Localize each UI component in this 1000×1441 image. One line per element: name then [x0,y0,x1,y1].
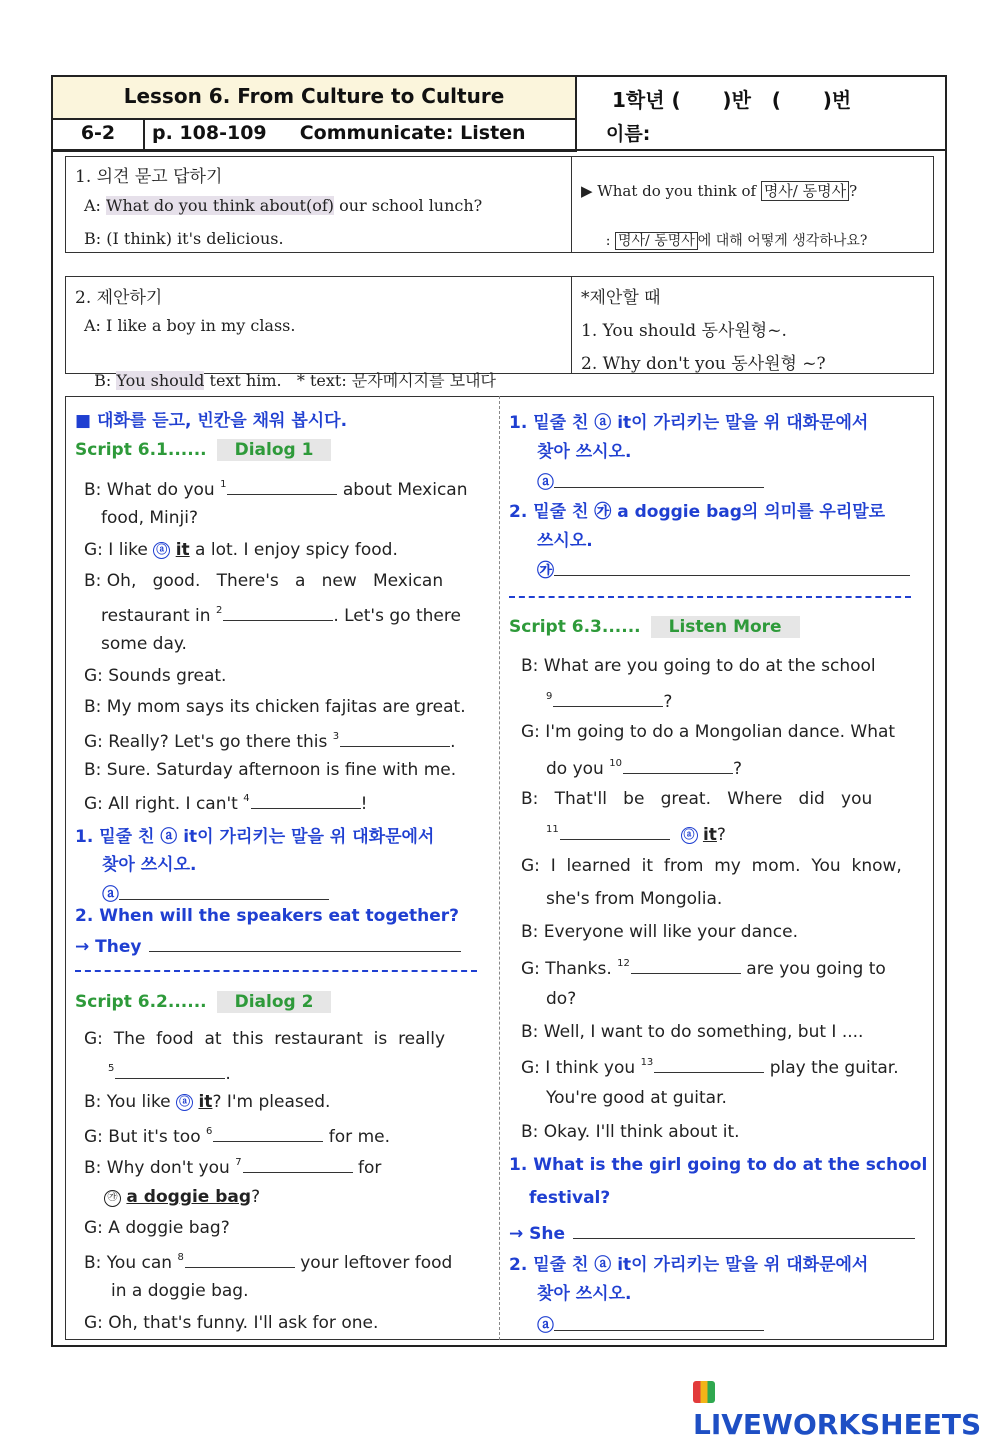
opinion-line-a [84,196,482,215]
dialog1-line-lead: restaurant in [101,606,216,626]
dialog2-line [84,1250,492,1273]
suggestion-b-rest: text him. * text: 문자메시지를 보내다 [204,371,496,390]
dialog1-line [101,508,492,528]
dialog3-line [521,956,926,979]
script-6-1-header-label: Script 6.1...... [75,440,207,460]
answer-blank-3[interactable] [340,729,450,747]
dialog2-line-text: G: A doggie bag? [84,1218,230,1238]
marker-a-icon: ⓐ [681,827,698,844]
opinion-note-prefix: ▶ What do you think of [581,182,761,200]
opinion-title: 1. 의견 묻고 답하기 [75,167,223,187]
dialog3-line [521,722,926,742]
dialog2-line-tail: your leftover food [294,1253,453,1273]
dialog3-line-text: G: I learned it from my mom. You know, [521,856,902,876]
answer-blank-5[interactable] [115,1061,225,1079]
opinion-note-box: 명사/ 동명사 [761,181,849,201]
answer-blank-11[interactable] [560,822,670,840]
dialog2-line [84,1313,492,1333]
grade-class-number: 1학년 ( )반 ( )번 [612,88,852,112]
dialog2-line [84,1029,492,1049]
listen-instruction: ■ 대화를 듣고, 빈칸을 채워 봅시다. [75,411,348,431]
marker-a-icon: ⓐ [153,542,170,559]
right-q4-line2: 찾아 쓰시오. [537,1284,632,1304]
dialog1-line-tail: . [450,732,456,752]
dialog2-line-text: G: The food at this restaurant is really [84,1029,446,1049]
answer-blank-9[interactable] [553,689,663,707]
opinion-line-b: B: (I think) it's delicious. [84,229,284,248]
blank-number: 1 [220,479,227,490]
left-q2-line1: 2. When will the speakers eat together? [75,906,460,926]
answer-blank-13[interactable] [654,1055,764,1073]
dialog2-line-tail: ? [251,1187,261,1207]
suggestion-title: 2. 제안하기 [75,288,163,308]
dialog1-line-lead: B: What do you [84,480,221,500]
right-q3-line1: 1. What is the girl going to do at the school [509,1155,928,1175]
dialog1-line-text: some day. [101,634,187,654]
dialog3-line [521,789,926,809]
dialog3-line-text: B: Well, I want to do something, but I .... [521,1022,864,1042]
dialog1-line-tail: . Let's go there [333,606,461,626]
logo-icon [693,1381,715,1403]
answer-blank-1[interactable] [227,477,337,495]
dialog3-line-space [670,825,681,845]
left-q1-answer [102,880,329,905]
dialog1-line-tail: a lot. I enjoy spicy food. [189,540,398,560]
left-q1-answer-mark: ⓐ [102,885,119,905]
dialog3-line [546,822,926,845]
dialog1-line-underlined: it [175,540,190,560]
answer-blank-10[interactable] [623,756,733,774]
dialog3-line-text: G: I'm going to do a Mongolian dance. What [521,722,896,742]
answer-blank-8[interactable] [185,1250,295,1268]
dialog2-line-lead: B: You can [84,1253,178,1273]
dialog2-line-tail: for [352,1158,382,1178]
blank-number: 13 [640,1057,654,1068]
suggestion-box-divider [571,276,572,374]
right-q3-answer-blank[interactable] [573,1221,915,1239]
right-q4-line1: 2. 밑줄 친 ⓐ it이 가리키는 말을 위 대화문에서 [509,1255,869,1275]
blank-number: 6 [206,1126,213,1137]
suggestion-b-prefix: B: [94,371,117,390]
dialog3-line-tail: are you going to [740,959,886,979]
blank-number: 12 [617,958,630,969]
blank-number: 8 [177,1252,184,1263]
right-q3-line2: festival? [529,1188,611,1208]
right-q2-answer [537,556,910,581]
script-6-1-header-tag: Dialog 1 [217,439,332,461]
answer-blank-4[interactable] [251,791,361,809]
main-box-divider [499,396,500,1340]
name-label: 이름: [606,123,651,145]
suggestion-b-highlight: You should [116,371,205,390]
right-q1-answer-mark: ⓐ [537,473,554,493]
dialog3-line-tail: play the guitar. [764,1058,899,1078]
dialog3-line-text: she's from Mongolia. [546,889,723,909]
dialog3-line [521,1022,926,1042]
dialog2-line-underlined: a doggie bag [126,1187,252,1207]
left-q1-answer-blank[interactable] [119,882,329,900]
dialog2-line-underlined: it [198,1092,213,1112]
left-q1-line2: 찾아 쓰시오. [102,855,197,875]
blank-number: 5 [108,1063,115,1074]
opinion-note2-box: 명사/ 동명사 [615,232,698,250]
right-q1-answer-blank[interactable] [554,470,764,488]
dialog1-line-text: food, Minji? [101,508,199,528]
suggestion-note-title: *제안할 때 [581,288,661,308]
liveworksheets-logo [693,1375,1000,1441]
right-q2-answer-blank[interactable] [554,558,910,576]
right-q1-answer [537,468,764,493]
dialog2-line [84,1155,492,1178]
blank-number: 7 [235,1157,242,1168]
right-dashed-divider [509,596,911,598]
answer-blank-7[interactable] [243,1155,353,1173]
left-q2-answer-blank[interactable] [149,934,461,952]
script-6-2-header-tag: Dialog 2 [217,991,332,1013]
dialog2-line-tail: for me. [323,1127,390,1147]
opinion-note2-suffix: 에 대해 어떻게 생각하나요? [697,233,868,249]
right-q3-answer-mark: → She [509,1224,566,1244]
blank-number: 9 [546,691,553,702]
blank-number: 4 [243,793,250,804]
blank-number: 10 [609,758,622,769]
left-dashed-divider [75,970,477,972]
right-q3-answer [509,1221,915,1244]
dialog2-line [84,1092,492,1112]
dialog3-line-text: B: What are you going to do at the school [521,656,876,676]
dialog3-line-lead: G: I think you [521,1058,641,1078]
header-divider [143,119,145,150]
dialog3-line [521,656,926,676]
dialog1-line-tail: ! [360,794,368,814]
left-q2-answer-mark: → They [75,937,142,957]
dialog3-line [546,989,926,1009]
answer-blank-6[interactable] [213,1124,323,1142]
dialog1-line-text: B: My mom says its chicken fajitas are great. [84,697,466,717]
suggestion-line-a: A: I like a boy in my class. [84,316,296,335]
dialog2-line-text: in a doggie bag. [111,1281,249,1301]
dialog1-line [84,666,492,686]
opinion-note [581,180,857,201]
dialog1-line [84,477,492,500]
dialog3-line [521,1122,926,1142]
dialog2-line [104,1187,492,1207]
answer-blank-12[interactable] [631,956,741,974]
dialog1-line-lead: G: All right. I can't [84,794,244,814]
opinion-note2 [588,214,867,250]
dialog1-line [84,729,492,752]
script-6-3-header-label: Script 6.3...... [509,617,641,637]
dialog3-line-tail: ? [716,825,726,845]
marker-a-icon: ⓐ [176,1094,193,1111]
right-q2-answer-mark: ㉮ [537,561,554,581]
dialog2-line-tail: ? I'm pleased. [212,1092,331,1112]
opinion-a-prefix: A: [84,196,107,215]
dialog3-line [546,689,926,712]
script-6-3-header-tag: Listen More [651,616,800,638]
right-q2-line2: 쓰시오. [537,531,593,551]
dialog2-line [84,1124,492,1147]
dialog3-line-underlined: it [702,825,717,845]
dialog3-line-text: do? [546,989,577,1009]
dialog3-line [546,756,926,779]
script-6-1-header [75,440,331,460]
header-bottom-rule [53,149,945,151]
dialog3-line-text: B: Okay. I'll think about it. [521,1122,740,1142]
logo-text: LIVEWORKSHEETS [693,1408,982,1441]
dialog2-line [111,1281,492,1301]
opinion-a-rest: our school lunch? [333,196,483,215]
dialog3-line-lead: do you [546,759,610,779]
dialog1-line-text: G: Sounds great. [84,666,227,686]
right-q1-line2: 찾아 쓰시오. [537,442,632,462]
dialog1-line [101,603,492,626]
script-6-2-header [75,992,331,1012]
blank-number: 3 [332,731,340,742]
opinion-note-suffix: ? [849,182,858,200]
right-q4-answer-mark: ⓐ [537,1316,554,1336]
left-q2-answer [75,934,461,957]
right-q2-line1: 2. 밑줄 친 ㉮ a doggie bag의 의미를 우리말로 [509,502,886,522]
dialog3-line-tail: ? [732,759,743,779]
script-6-3-header [509,617,800,637]
dialog3-line-tail: ? [663,692,673,712]
lesson-title: Lesson 6. From Culture to Culture [123,84,505,108]
dialog3-line [521,922,926,942]
marker-ga-icon: ㉮ [104,1190,121,1207]
dialog2-line-tail: . [225,1064,231,1084]
dialog3-line-lead: G: Thanks. [521,959,618,979]
dialog1-line-tail: about Mexican [337,480,468,500]
dialog2-line [108,1061,492,1084]
dialog1-line [84,760,492,780]
dialog3-line-text: You're good at guitar. [546,1088,727,1108]
dialog3-line [546,889,926,909]
opinion-note2-prefix: : [596,233,615,249]
right-q1-line1: 1. 밑줄 친 ⓐ it이 가리키는 말을 위 대화문에서 [509,413,869,433]
answer-blank-2[interactable] [223,603,333,621]
pages-topic: p. 108-109 Communicate: Listen [152,122,526,144]
blank-number: 2 [215,605,223,616]
dialog3-line [521,856,926,876]
blank-number: 11 [546,824,559,835]
dialog1-line [84,791,492,814]
dialog1-line [84,571,492,591]
script-6-2-header-label: Script 6.2...... [75,992,207,1012]
dialog3-line-text: B: That'll be great. Where did you [521,789,873,809]
dialog1-line [101,634,492,654]
right-q4-answer [537,1311,764,1336]
dialog2-line-lead: B: Why don't you [84,1158,236,1178]
dialog2-line-lead: G: But it's too [84,1127,207,1147]
dialog1-line-text: B: Oh, good. There's a new Mexican [84,571,444,591]
dialog1-line [84,540,492,560]
suggestion-note-1: 1. You should 동사원형~. [581,321,787,341]
lesson-code: 6-2 [80,122,116,144]
dialog1-line [84,697,492,717]
opinion-box-divider [571,156,572,253]
dialog1-line-lead: G: I like [84,540,154,560]
dialog3-line [521,1055,926,1078]
dialog2-line-lead: B: You like [84,1092,177,1112]
dialog2-line [84,1218,492,1238]
dialog1-line-text: B: Sure. Saturday afternoon is fine with me. [84,760,457,780]
opinion-a-highlight: What do you think about(of) [106,196,334,215]
right-q4-answer-blank[interactable] [554,1313,764,1331]
dialog2-line-text: G: Oh, that's funny. I'll ask for one. [84,1313,379,1333]
suggestion-note-2: 2. Why don't you 동사원형 ~? [581,354,826,374]
dialog1-line-lead: G: Really? Let's go there this [84,732,333,752]
suggestion-line-b [84,349,496,391]
dialog3-line-text: B: Everyone will like your dance. [521,922,798,942]
dialog3-line [546,1088,926,1108]
left-q1-line1: 1. 밑줄 친 ⓐ it이 가리키는 말을 위 대화문에서 [75,827,435,847]
